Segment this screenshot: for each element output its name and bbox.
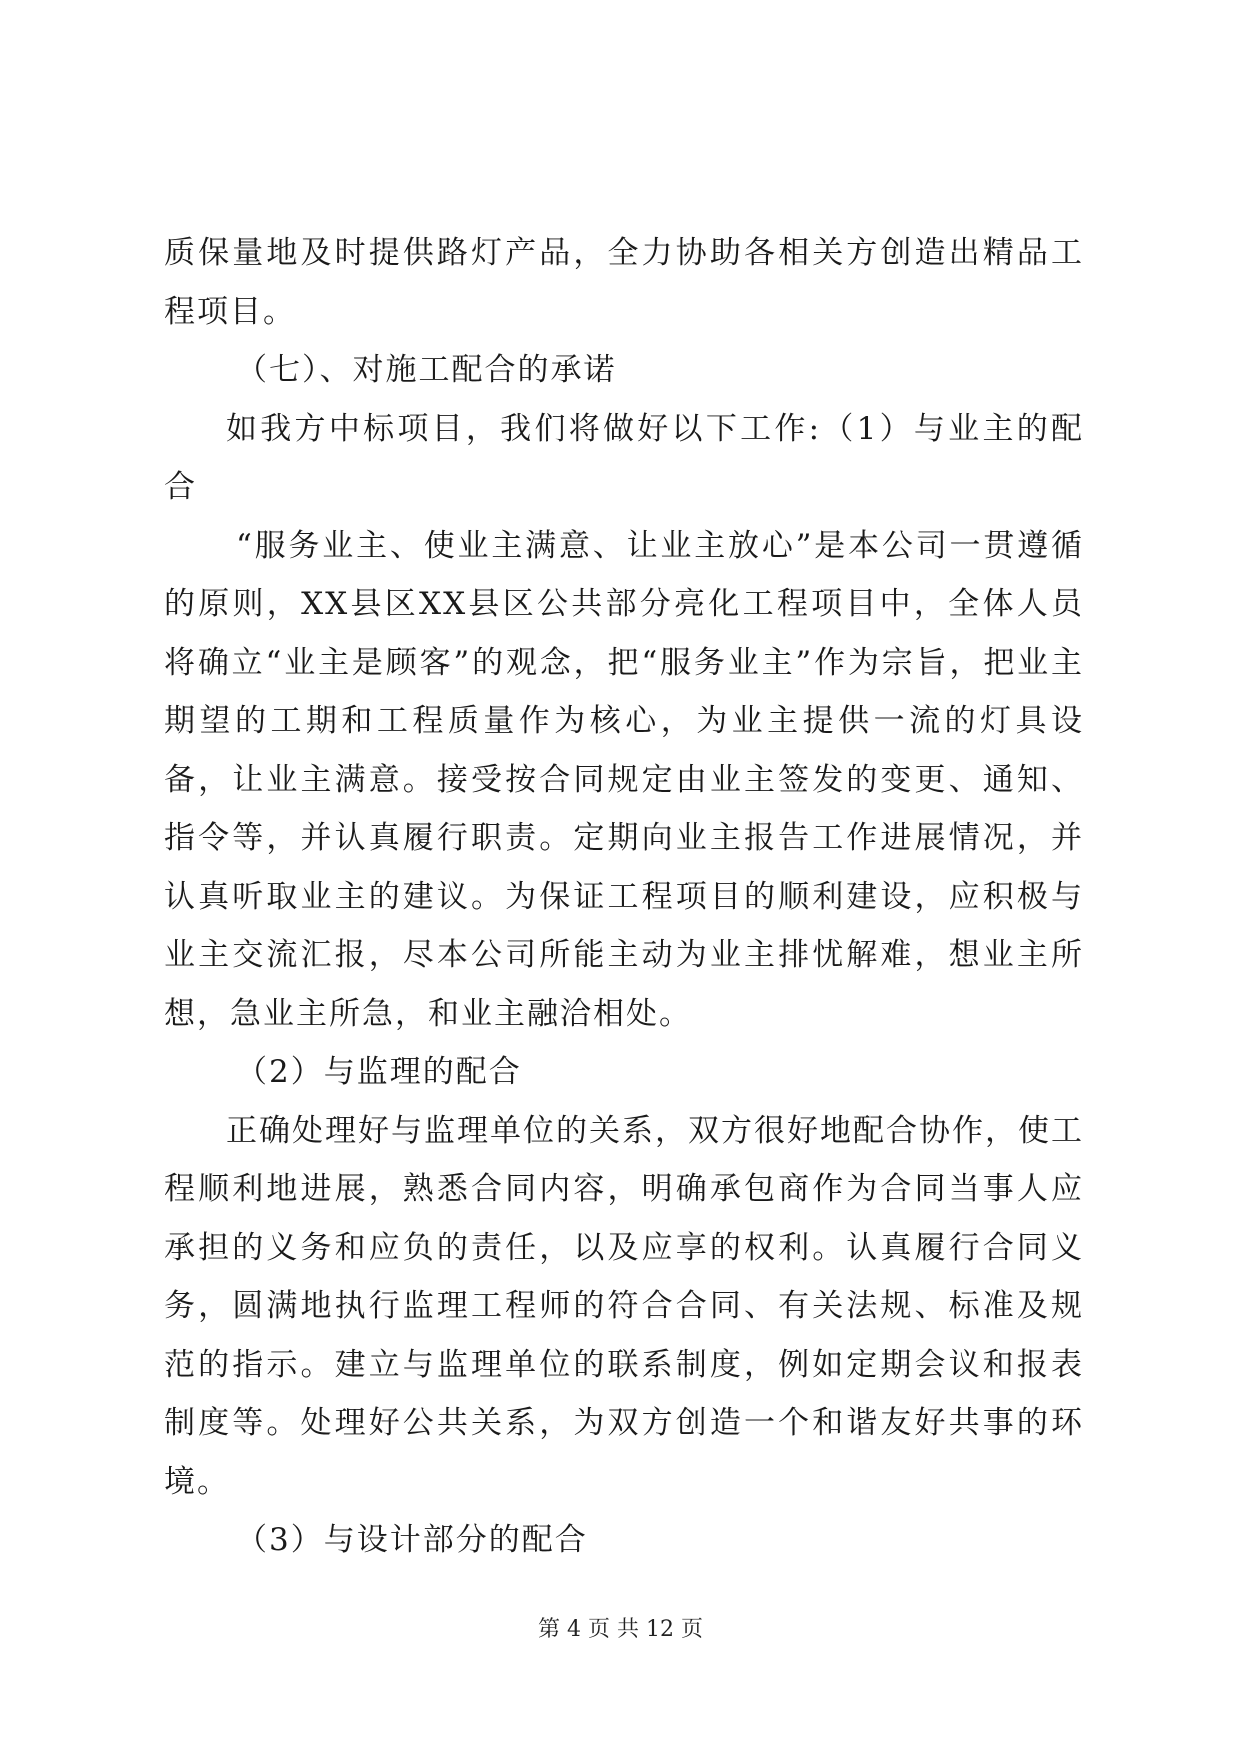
paragraph-owner-cooperation: “服务业主、使业主满意、让业主放心”是本公司一贯遵循的原则，XX县区XX县区公共部分亮化工程项目中，全体人员将确立“业主是顾客”的观念，把“服务业主”作为宗旨，把业主期望的工期和工程质量作为核心，为业主提供一流的灯具设备，让业主满意。接受按合同规定由业主签发的变更、通知、指令等，并认真履行职责。定期向业主报告工作进展情况，并认真听取业主的建议。为保证工程项目的顺利建设，应积极与业主交流汇报，尽本公司所能主动为业主排忧解难，想业主所想，急业主所急，和业主融洽相处。 — [164, 527, 1084, 1032]
document-body — [164, 224, 1084, 1570]
page-footer: 第 4 页 共 12 页 — [538, 1617, 703, 1642]
paragraph-continuation: 质保量地及时提供路灯产品，全力协助各相关方创造出精品工程项目。 — [164, 235, 1084, 330]
paragraph-supervision-cooperation: 正确处理好与监理单位的关系，双方很好地配合协作，使工程顺利地进展，熟悉合同内容，明确承包商作为合同当事人应承担的义务和应负的责任，以及应享的权利。认真履行合同义务，圆满地执行监理工程师的符合合同、有关法规、标准及规范的指示。建立与监理单位的联系制度，例如定期会议和报表制度等。处理好公共关系，为双方创造一个和谐友好共事的环境。 — [164, 1112, 1084, 1500]
section-heading-seven: （七）、对施工配合的承诺 — [236, 352, 617, 388]
subheading-design: （3）与设计部分的配合 — [236, 1522, 588, 1558]
subheading-supervision: （2）与监理的配合 — [236, 1054, 522, 1090]
paragraph-intro: 如我方中标项目，我们将做好以下工作:（1）与业主的配合 — [164, 410, 1084, 505]
